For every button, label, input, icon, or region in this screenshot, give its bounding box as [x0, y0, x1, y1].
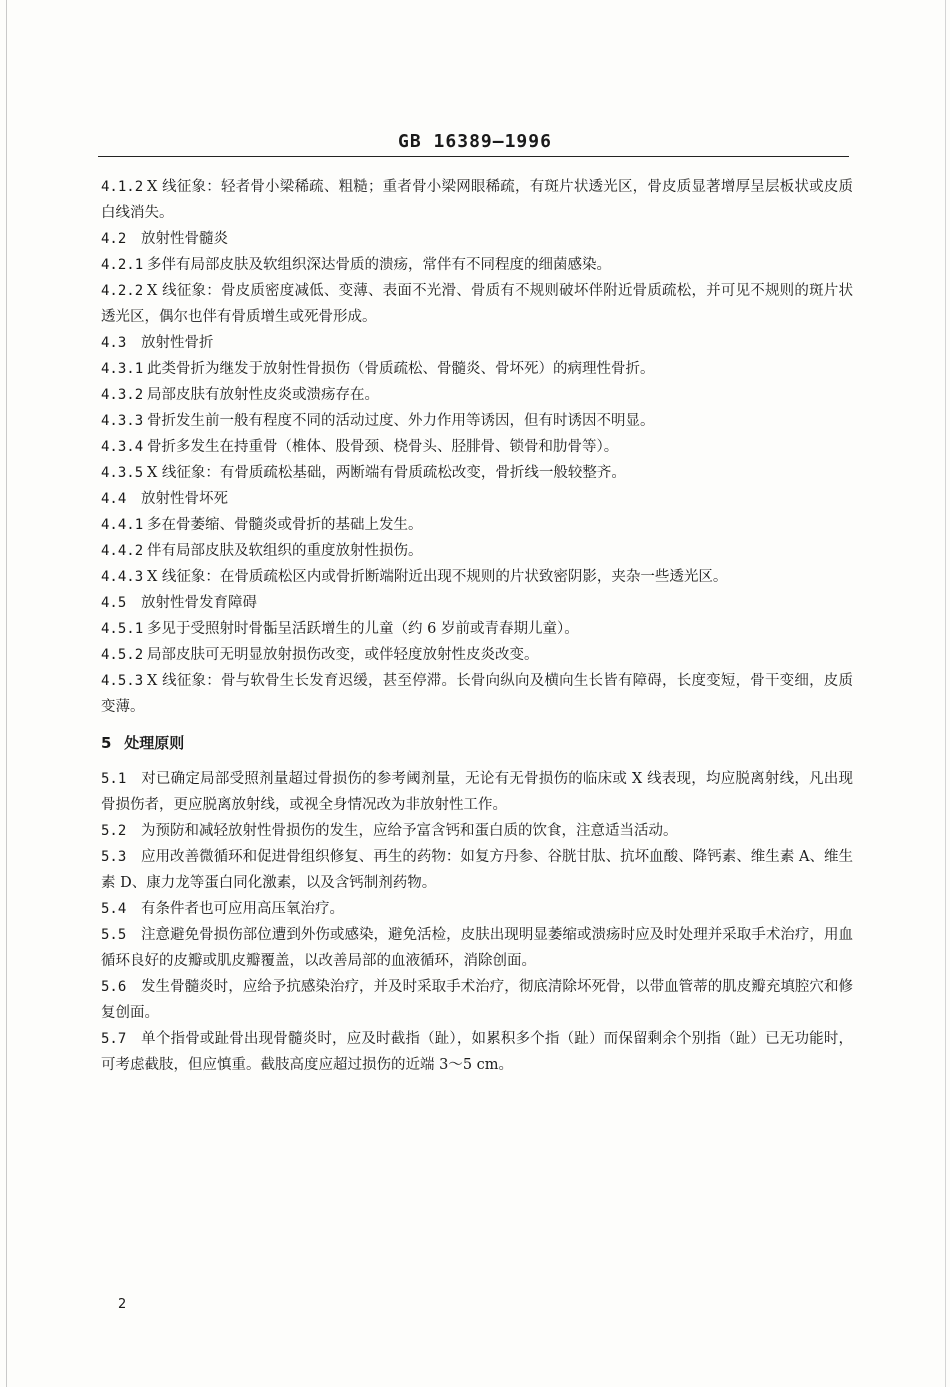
- clause-5-1: [101, 766, 853, 818]
- clause-4-4-1: [101, 512, 853, 538]
- heading-4-4: [101, 486, 853, 512]
- clause-text: X 线征象：在骨质疏松区内或骨折断端附近出现不规则的片状致密阴影，夹杂一些透光区。: [147, 569, 728, 585]
- clause-text: X 线征象：骨皮质密度减低、变薄、表面不光滑、骨质有不规则破坏伴附近骨质疏松，并可见不规则的斑片状透光区，偶尔也伴有骨质增生或死骨形成。: [101, 283, 853, 325]
- clause-4-2-2: [101, 278, 853, 330]
- clause-text: 放射性骨坏死: [141, 491, 228, 507]
- standard-number-header: GB 16389—1996: [398, 131, 552, 152]
- heading-4-3: [101, 330, 853, 356]
- clause-number: 4.3.4: [101, 439, 144, 455]
- clause-number: 5.7: [101, 1031, 127, 1047]
- clause-text: 此类骨折为继发于放射性骨损伤（骨质疏松、骨髓炎、骨坏死）的病理性骨折。: [147, 361, 655, 377]
- clause-number: 5.1: [101, 771, 127, 787]
- clause-number: 5.3: [101, 849, 127, 865]
- scan-edge-left: [6, 0, 7, 1387]
- clause-text: X 线征象：有骨质疏松基础，两断端有骨质疏松改变，骨折线一般较整齐。: [147, 465, 626, 481]
- clause-text: 为预防和减轻放射性骨损伤的发生，应给予富含钙和蛋白质的饮食，注意适当活动。: [141, 823, 678, 839]
- clause-text: 放射性骨折: [141, 335, 214, 351]
- clause-4-3-3: [101, 408, 853, 434]
- clause-4-3-4: [101, 434, 853, 460]
- scan-edge-right: [945, 0, 946, 1387]
- clause-text: 单个指骨或趾骨出现骨髓炎时，应及时截指（趾），如累积多个指（趾）而保留剩余个别指（趾）已无功能时，可考虑截肢，但应慎重。截肢高度应超过损伤的近端 3～5 cm。: [101, 1031, 853, 1073]
- clause-number: 4.3.1: [101, 361, 144, 377]
- clause-text: 放射性骨髓炎: [141, 231, 228, 247]
- clause-text: 放射性骨发育障碍: [141, 595, 257, 611]
- clause-number: 4.3.5: [101, 465, 144, 481]
- clause-text: 发生骨髓炎时，应给予抗感染治疗，并及时采取手术治疗，彻底清除坏死骨，以带血管蒂的肌皮瓣充填腔穴和修复创面。: [101, 979, 853, 1021]
- clause-text: 应用改善微循环和促进骨组织修复、再生的药物：如复方丹参、谷胱甘肽、抗坏血酸、降钙素、维生素 A、维生素 D、康力龙等蛋白同化激素，以及含钙制剂药物。: [101, 849, 853, 891]
- clause-4-4-3: [101, 564, 853, 590]
- header-rule: [98, 156, 849, 157]
- clause-text: 注意避免骨损伤部位遭到外伤或感染，避免活检，皮肤出现明显萎缩或溃疡时应及时处理并采取手术治疗，用血循环良好的皮瓣或肌皮瓣覆盖，以改善局部的血液循环，消除创面。: [101, 927, 853, 969]
- heading-4-2: [101, 226, 853, 252]
- clause-5-4: [101, 896, 853, 922]
- clause-number: 4.3.2: [101, 387, 144, 403]
- clause-text: 多在骨萎缩、骨髓炎或骨折的基础上发生。: [147, 517, 423, 533]
- clause-4-5-1: [101, 616, 853, 642]
- clause-text: X 线征象：骨与软骨生长发育迟缓，甚至停滞。长骨向纵向及横向生长皆有障碍，长度变短，骨干变细，皮质变薄。: [101, 673, 853, 715]
- page-number: 2: [118, 1297, 127, 1312]
- heading-4-5: [101, 590, 853, 616]
- clause-4-3-5: [101, 460, 853, 486]
- clause-text: 局部皮肤可无明显放射损伤改变，或伴轻度放射性皮炎改变。: [147, 647, 539, 663]
- clause-text: 对已确定局部受照剂量超过骨损伤的参考阈剂量，无论有无骨损伤的临床或 X 线表现，均应脱离射线，凡出现骨损伤者，更应脱离放射线，或视全身情况改为非放射性工作。: [101, 771, 853, 813]
- clause-number: 5.4: [101, 901, 127, 917]
- clause-5-3: [101, 844, 853, 896]
- clause-text: 多见于受照射时骨骺呈活跃增生的儿童（约 6 岁前或青春期儿童）。: [147, 621, 579, 637]
- clause-5-7: [101, 1026, 853, 1078]
- clause-text: 多伴有局部皮肤及软组织深达骨质的溃疡，常伴有不同程度的细菌感染。: [147, 257, 611, 273]
- document-body: [101, 174, 853, 1078]
- clause-number: 4.3.3: [101, 413, 144, 429]
- clause-number: 4.5: [101, 595, 127, 611]
- clause-5-6: [101, 974, 853, 1026]
- clause-number: 4.2.2: [101, 283, 144, 299]
- clause-number: 4.2: [101, 231, 127, 247]
- clause-number: 4.4: [101, 491, 127, 507]
- clause-4-5-3: [101, 668, 853, 720]
- clause-text: X 线征象：轻者骨小梁稀疏、粗糙；重者骨小梁网眼稀疏，有斑片状透光区，骨皮质显著增厚呈层板状或皮质白线消失。: [101, 179, 853, 221]
- clause-number: 4.5.1: [101, 621, 144, 637]
- clause-4-3-1: [101, 356, 853, 382]
- clause-number: 5.5: [101, 927, 127, 943]
- clause-number: 5.6: [101, 979, 127, 995]
- clause-number: 4.4.3: [101, 569, 144, 585]
- clause-text: 伴有局部皮肤及软组织的重度放射性损伤。: [147, 543, 423, 559]
- clause-text: 有条件者也可应用高压氧治疗。: [141, 901, 344, 917]
- clause-text: 骨折多发生在持重骨（椎体、股骨颈、桡骨头、胫腓骨、锁骨和肋骨等）。: [147, 439, 619, 455]
- section-number: 5: [101, 734, 112, 752]
- section-5-heading: [101, 730, 853, 756]
- clause-number: 4.3: [101, 335, 127, 351]
- clause-4-5-2: [101, 642, 853, 668]
- clause-number: 4.5.3: [101, 673, 144, 689]
- clause-5-2: [101, 818, 853, 844]
- clause-text: 局部皮肤有放射性皮炎或溃疡存在。: [147, 387, 379, 403]
- clause-4-3-2: [101, 382, 853, 408]
- section-title: 处理原则: [124, 734, 185, 752]
- clause-number: 4.1.2: [101, 179, 144, 195]
- clause-number: 4.2.1: [101, 257, 144, 273]
- clause-4-2-1: [101, 252, 853, 278]
- clause-4-1-2: [101, 174, 853, 226]
- clause-number: 4.5.2: [101, 647, 144, 663]
- clause-number: 4.4.2: [101, 543, 144, 559]
- clause-5-5: [101, 922, 853, 974]
- clause-number: 4.4.1: [101, 517, 144, 533]
- clause-number: 5.2: [101, 823, 127, 839]
- clause-text: 骨折发生前一般有程度不同的活动过度、外力作用等诱因，但有时诱因不明显。: [147, 413, 655, 429]
- clause-4-4-2: [101, 538, 853, 564]
